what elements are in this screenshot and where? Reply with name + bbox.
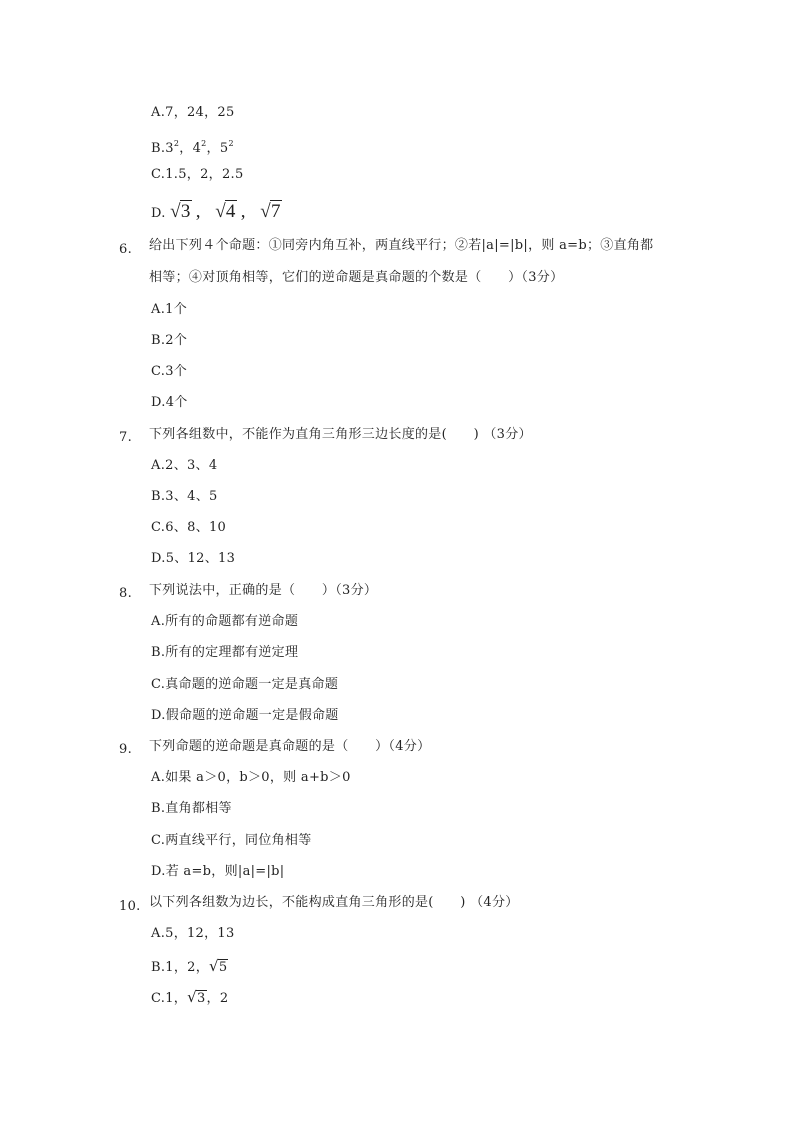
q5-b-base-2: 4 [192, 141, 202, 156]
q10-number: 10. [119, 899, 141, 914]
q8-number: 8. [119, 586, 133, 601]
q8-option-b: B.所有的定理都有逆定理 [151, 645, 299, 660]
q9-option-b: B.直角都相等 [151, 801, 232, 816]
q8-option-c: C.真命题的逆命题一定是真命题 [151, 677, 339, 692]
q5-d-radicand-2: 4 [225, 201, 236, 222]
q8-option-d: D.假命题的逆命题一定是假命题 [151, 708, 339, 723]
q5-d-sqrt-3 [260, 200, 282, 224]
q5-d-radicand-3: 7 [270, 201, 281, 222]
q10-b-radicand: 5 [218, 960, 228, 975]
q6-stem-line-2: 相等；④对顶角相等，它们的逆命题是真命题的个数是（ ）（3分） [149, 270, 564, 285]
q10-option-c-suffix: ，2 [206, 991, 229, 1006]
q6-option-c: C.3个 [151, 364, 188, 379]
q5-option-a: A.7，24，25 [151, 105, 235, 120]
q5-option-b-prefix: B. [151, 141, 166, 156]
q9-number: 9. [119, 742, 133, 757]
sqrt-icon: √ [215, 201, 226, 222]
q7-stem: 下列各组数中，不能作为直角三角形三边长度的是( ) （3分） [149, 427, 532, 442]
q9-option-d: D.若 a=b，则|a|=|b| [151, 864, 285, 879]
q10-c-radicand: 3 [196, 991, 206, 1006]
q9-stem: 下列命题的逆命题是真命题的是（ ）（4分） [149, 739, 431, 754]
q5-b-base-1: 3 [165, 141, 174, 156]
sqrt-icon: √ [260, 201, 271, 222]
q5-d-radicand-1: 3 [180, 201, 191, 222]
q7-option-b: B.3、4、5 [151, 489, 218, 504]
q7-option-a: A.2、3、4 [151, 458, 218, 473]
q5-b-exp-2: 2 [201, 139, 207, 148]
sqrt-icon: √ [209, 957, 219, 975]
q10-option-c-prefix: C.1， [151, 991, 188, 1006]
q5-b-exp-3: 2 [228, 139, 234, 148]
q8-stem: 下列说法中，正确的是（ ）（3分） [149, 583, 378, 598]
q9-option-a: A.如果 a＞0，b＞0，则 a+b＞0 [151, 770, 351, 785]
q5-option-d: D. √3 , √4 , √7 [151, 201, 281, 222]
sqrt-icon: √ [170, 201, 181, 222]
q5-option-c: C.1.5，2，2.5 [151, 167, 244, 182]
q8-option-a: A.所有的命题都有逆命题 [151, 614, 299, 629]
q10-option-a: A.5，12，13 [151, 926, 235, 941]
q6-option-d: D.4个 [151, 395, 188, 410]
q10-stem: 以下列各组数为边长，不能构成直角三角形的是( ) （4分） [149, 895, 519, 910]
q10-b-sqrt [209, 955, 228, 979]
q5-option-b: $B.3^2$，$4^2$，$5^2$ [151, 139, 234, 156]
q5-option-d-prefix: D. [151, 206, 166, 221]
q5-b-base-3: 5 [219, 141, 229, 156]
q7-option-d: D.5、12、13 [151, 551, 236, 566]
q9-option-c: C.两直线平行，同位角相等 [151, 833, 312, 848]
q5-d-sqrt-2 [215, 200, 237, 224]
q6-option-a: A.1个 [151, 302, 187, 317]
q10-option-b-prefix: B.1，2， [151, 960, 210, 975]
q7-option-c: C.6、8、10 [151, 520, 227, 535]
q6-stem-line-1: 给出下列４个命题：①同旁内角互补，两直线平行；②若|a|=|b|，则 a=b；③直角都 [149, 238, 654, 253]
q5-d-sqrt-1 [170, 200, 192, 224]
q7-number: 7. [119, 430, 133, 445]
q6-number: 6. [119, 242, 133, 257]
q5-b-exp-1: 2 [173, 139, 180, 148]
q10-option-b [151, 955, 228, 979]
q10-option-c [151, 986, 228, 1010]
q6-option-b: B.2个 [151, 333, 188, 348]
q10-c-sqrt [187, 986, 206, 1010]
sqrt-icon: √ [187, 988, 197, 1006]
